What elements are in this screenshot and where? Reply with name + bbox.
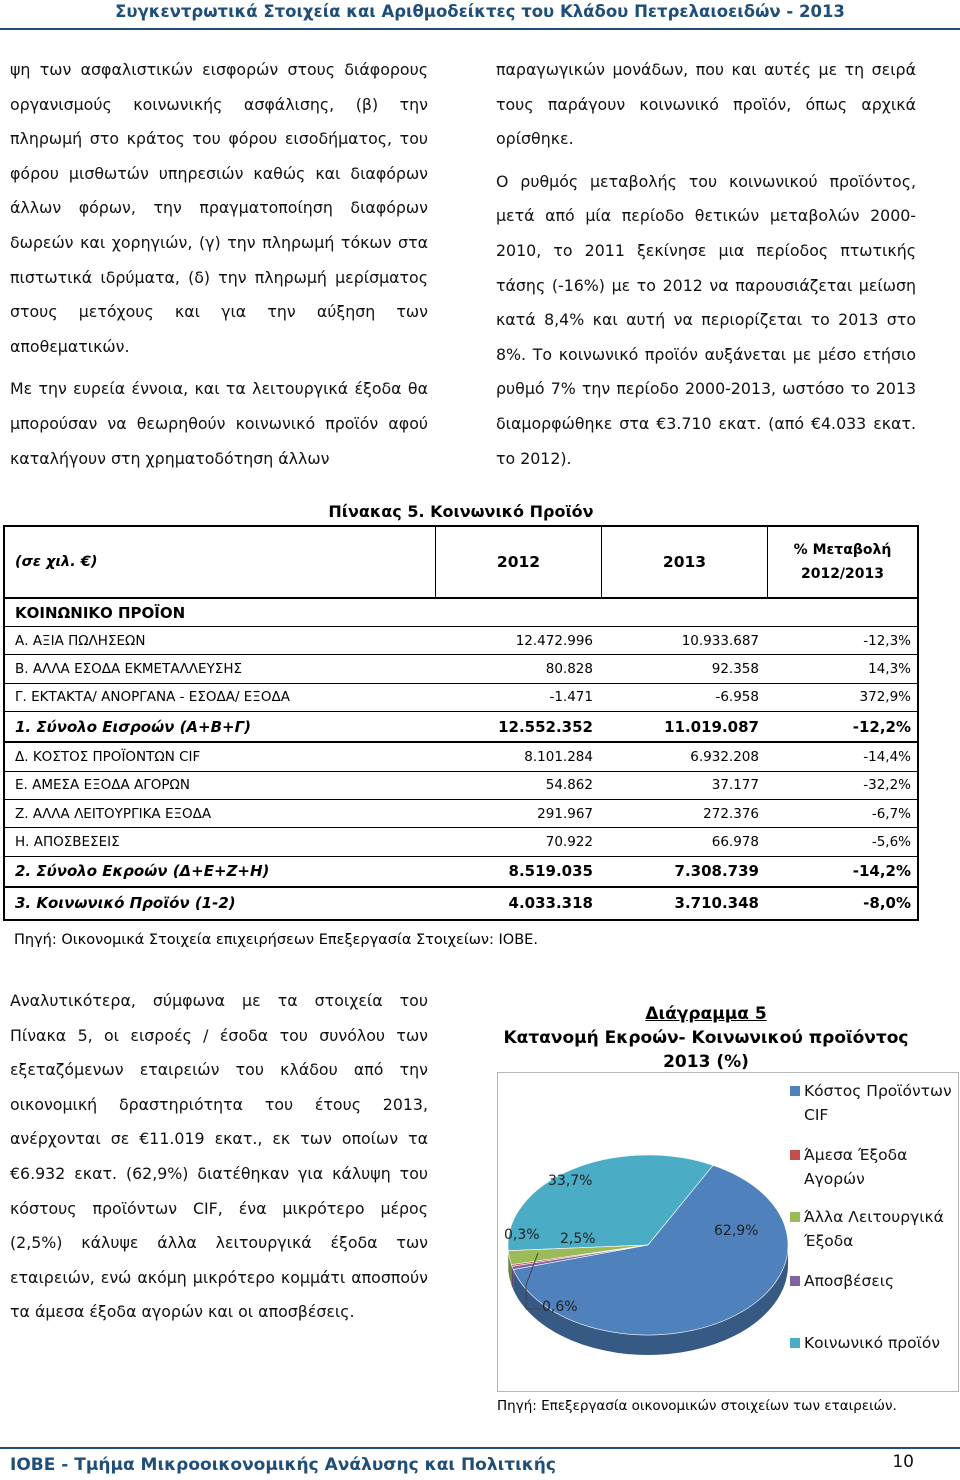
legend-swatch xyxy=(790,1212,800,1222)
value-change: 14,3% xyxy=(868,661,911,678)
value-2012: 8.519.035 xyxy=(508,862,593,881)
value-change: -12,3% xyxy=(863,632,911,649)
column-header-2012: 2012 xyxy=(435,527,601,597)
value-2013: 272.376 xyxy=(703,805,759,822)
legend-item xyxy=(804,1143,954,1191)
value-change: -32,2% xyxy=(863,777,911,794)
paragraph: Ο ρυθμός μεταβολής του κοινωνικού προϊόντος, μετά από μία περίοδο θετικών μεταβολών 2000-2010, το 2011 ξεκίνησε μια περίοδος πτωτικής τάσης (-16%) με το 2012 να παρουσιάζεται μείωση κατά 8,4% και αυτή να περιορίζεται το 2013 στο 8%. Το κοινωνικό προϊόν αυξάνεται με μέσο ετήσιο ρυθμό 7% την περίοδο 2000-2013, ωστόσο το 2013 διαμορφώθηκε στα €3.710 εκατ. (από €4.033 εκατ. το 2012). xyxy=(496,171,916,468)
chart-title-line3: 2013 (%) xyxy=(663,1052,749,1072)
column-header-change xyxy=(767,527,917,597)
header-rule xyxy=(0,28,960,31)
pie-chart xyxy=(497,1072,959,1392)
row-label: Δ. ΚΟΣΤΟΣ ΠΡΟΪΟΝΤΩΝ CIF xyxy=(15,748,201,765)
table-source: Πηγή: Οικονομικά Στοιχεία επιχειρήσεων Επεξεργασία Στοιχείων: ΙΟΒΕ. xyxy=(14,932,538,948)
change-header-line1: % Μεταβολή xyxy=(793,542,892,558)
legend-swatch xyxy=(790,1086,800,1096)
paragraph: Αναλυτικότερα, σύμφωνα με τα στοιχεία του Πίνακα 5, οι εισροές / έσοδα του συνόλου των εξεταζόμενων εταιρειών του κλάδου από την οικονομική δραστηριότητα του έτους 2013, ανέρχονται σε €11.019 εκατ., εκ των οποίων τα €6.932 εκατ. (62,9%) διατέθηκαν για κάλυψη του κόστους προϊόντων CIF, ένα μικρότερο μέρος (2,5%) κάλυψε άλλα λειτουργικά έξοδα των εταιρειών, ενώ ακόμη μικρότερο κομμάτι αποσπούν τα άμεσα έξοδα αγορών και οι αποσβέσεις. xyxy=(10,991,428,1322)
legend-label: Άμεσα Έξοδα Αγορών xyxy=(804,1146,908,1188)
table-total-row xyxy=(5,857,917,888)
value-change: -12,2% xyxy=(852,717,911,736)
column-header-2013: 2013 xyxy=(601,527,767,597)
legend-label: Άλλα Λειτουργικά Έξοδα xyxy=(804,1208,944,1250)
value-change: -14,4% xyxy=(863,748,911,765)
table-row xyxy=(5,627,917,655)
row-label: 2. Σύνολο Εκροών (Δ+Ε+Ζ+Η) xyxy=(15,862,270,881)
pie-value-label: 0,6% xyxy=(542,1299,578,1315)
text-column-left xyxy=(10,53,428,476)
table-total-row xyxy=(5,712,917,743)
legend-swatch xyxy=(790,1150,800,1160)
legend-item xyxy=(804,1205,954,1253)
pie-slice-side xyxy=(511,1265,512,1287)
paragraph: παραγωγικών μονάδων, που και αυτές με τη σειρά τους παράγουν κοινωνικό προϊόν, όπως αρχικά ορίσθηκε. xyxy=(496,60,916,149)
table-section-row xyxy=(5,599,917,627)
change-header-line2: 2012/2013 xyxy=(800,566,885,582)
table-total-row xyxy=(5,888,917,919)
row-label: 1. Σύνολο Εισροών (Α+Β+Γ) xyxy=(15,717,252,736)
row-label: 3. Κοινωνικό Προϊόν (1-2) xyxy=(15,894,236,913)
paragraph: ψη των ασφαλιστικών εισφορών στους διάφορους οργανισμούς κοινωνικής ασφάλισης, (β) την πληρωμή στο κράτος του φόρου εισοδήματος, του φόρου μισθωτών υπηρεσιών καθώς και διαφόρων άλλων φόρων, την πραγματοποίηση διαφόρων δωρεών και χορηγιών, (γ) την πληρωμή τόκων στα πιστωτικά ιδρύματα, (δ) την πληρωμή μερίσματος στους μετόχους και για την αύξηση των αποθεματικών. xyxy=(10,60,428,356)
value-2012: 12.472.996 xyxy=(515,632,593,649)
chart-title-line1: Διάγραμμα 5 xyxy=(645,1004,767,1024)
value-2012: 8.101.284 xyxy=(524,748,593,765)
value-2012: 291.967 xyxy=(537,805,593,822)
value-2012: 80.828 xyxy=(545,661,593,678)
table-row xyxy=(5,772,917,800)
table-row xyxy=(5,655,917,683)
row-label: Ζ. ΑΛΛΑ ΛΕΙΤΟΥΡΓΙΚΑ ΕΞΟΔΑ xyxy=(15,805,212,822)
value-2012: 12.552.352 xyxy=(498,717,593,736)
legend-item xyxy=(804,1269,954,1293)
table-row xyxy=(5,684,917,712)
text-column-right xyxy=(496,53,916,476)
value-2012: -1.471 xyxy=(549,689,593,706)
value-change: -8,0% xyxy=(863,894,911,913)
row-label: Γ. ΕΚΤΑΚΤΑ/ ΑΝΟΡΓΑΝΑ - ΕΣΟΔΑ/ ΕΞΟΔΑ xyxy=(15,689,290,706)
value-2012: 70.922 xyxy=(545,834,593,851)
text-column-bottom xyxy=(10,984,428,1330)
value-2012: 4.033.318 xyxy=(508,894,593,913)
legend-label: Αποσβέσεις xyxy=(804,1272,895,1290)
legend-item xyxy=(804,1331,954,1355)
table-body xyxy=(5,599,917,919)
legend-label: Κοινωνικό προϊόν xyxy=(804,1334,941,1352)
legend-item xyxy=(804,1079,954,1127)
value-2012: 54.862 xyxy=(545,777,593,794)
paragraph: Με την ευρεία έννοια, και τα λειτουργικά έξοδα θα μπορούσαν να θεωρηθούν κοινωνικό προϊόν αφού καταλήγουν στη χρηματοδότηση άλλων xyxy=(10,379,428,468)
footer-text: ΙΟΒΕ - Τμήμα Μικροοικονομικής Ανάλυσης και Πολιτικής xyxy=(10,1455,556,1475)
footer-rule xyxy=(0,1447,960,1449)
row-label: Α. ΑΞΙΑ ΠΩΛΗΣΕΩΝ xyxy=(15,632,146,649)
value-change: -14,2% xyxy=(852,862,911,881)
value-2013: 37.177 xyxy=(711,777,759,794)
value-2013: 66.978 xyxy=(711,834,759,851)
page-header: Συγκεντρωτικά Στοιχεία και Αριθμοδείκτες του Κλάδου Πετρελαιοειδών - 2013 xyxy=(115,2,845,21)
table-row xyxy=(5,800,917,828)
value-2013: -6.958 xyxy=(715,689,759,706)
value-2013: 11.019.087 xyxy=(664,717,759,736)
page-number: 10 xyxy=(892,1452,914,1472)
social-product-table xyxy=(3,525,919,921)
pie-value-label: 0,3% xyxy=(504,1227,540,1243)
legend-label: Κόστος Προϊόντων CIF xyxy=(804,1082,952,1124)
value-change: -6,7% xyxy=(871,805,911,822)
legend-swatch xyxy=(790,1338,800,1348)
pie-value-label: 33,7% xyxy=(548,1173,593,1189)
chart-title-line2: Κατανομή Εκροών- Κοινωνικού προϊόντος xyxy=(503,1028,909,1048)
table-row xyxy=(5,743,917,771)
chart-source: Πηγή: Επεξεργασία οικονομικών στοιχείων των εταιρειών. xyxy=(497,1398,897,1414)
pie-value-label: 2,5% xyxy=(560,1231,596,1247)
table-title: Πίνακας 5. Κοινωνικό Προϊόν xyxy=(328,502,594,521)
value-2013: 10.933.687 xyxy=(681,632,759,649)
value-2013: 7.308.739 xyxy=(674,862,759,881)
table-header xyxy=(5,527,917,599)
pie-value-label: 62,9% xyxy=(714,1223,759,1239)
unit-header: (σε χιλ. €) xyxy=(15,554,98,570)
row-label: Β. ΑΛΛΑ ΕΣΟΔΑ ΕΚΜΕΤΑΛΛΕΥΣΗΣ xyxy=(15,661,243,678)
table-row xyxy=(5,828,917,856)
value-2013: 3.710.348 xyxy=(674,894,759,913)
row-label: Η. ΑΠΟΣΒΕΣΕΙΣ xyxy=(15,834,120,851)
chart-title xyxy=(496,1002,916,1074)
value-change: -5,6% xyxy=(871,834,911,851)
value-2013: 92.358 xyxy=(711,661,759,678)
row-label: ΚΟΙΝΩΝΙΚΟ ΠΡΟΪΟΝ xyxy=(15,603,186,622)
value-change: 372,9% xyxy=(859,689,911,706)
value-2013: 6.932.208 xyxy=(690,748,759,765)
row-label: Ε. ΑΜΕΣΑ ΕΞΟΔΑ ΑΓΟΡΩΝ xyxy=(15,777,190,794)
legend-swatch xyxy=(790,1276,800,1286)
